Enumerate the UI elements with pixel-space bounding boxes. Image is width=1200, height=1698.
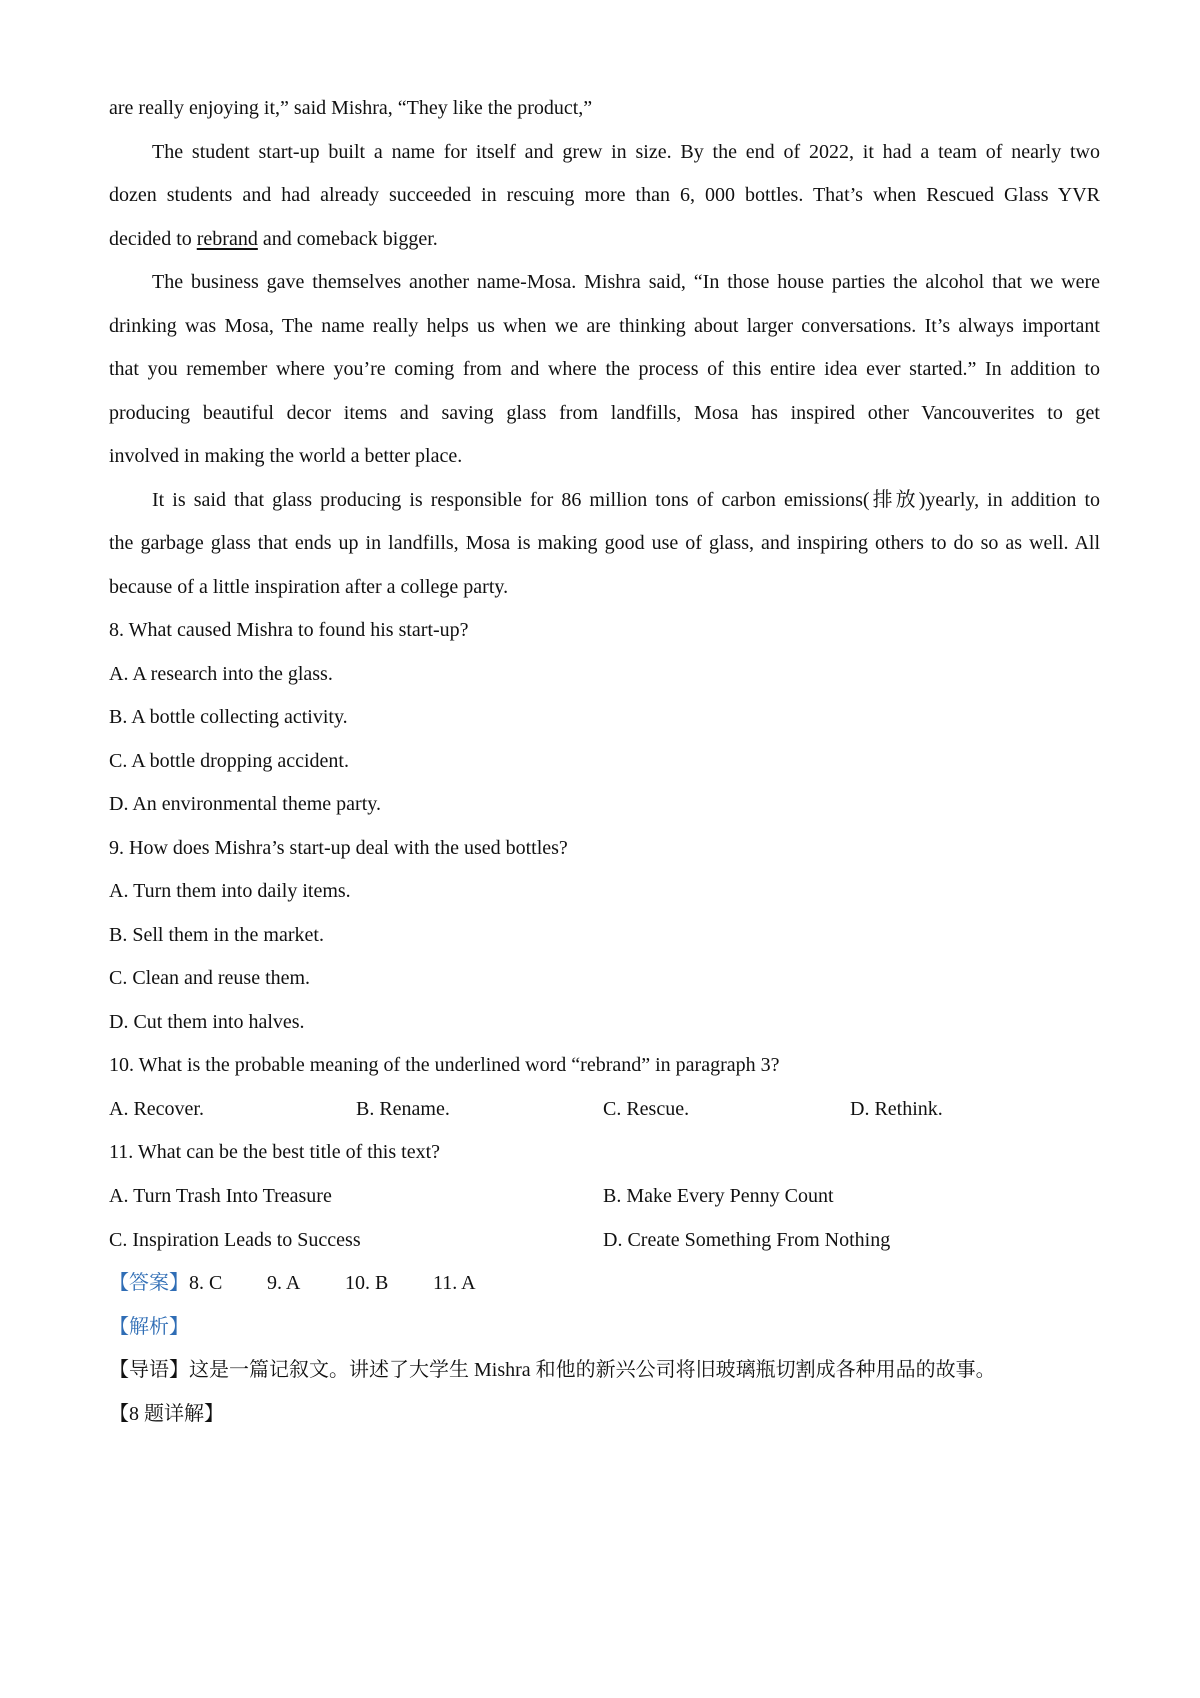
passage-line: The business gave themselves another name-Mosa. Mishra said, “In those house parties the alcohol that we were <box>152 271 1100 293</box>
text-run: decided to <box>109 228 197 250</box>
analysis-intro: 【导语】这是一篇记叙文。讲述了大学生 Mishra 和他的新兴公司将旧玻璃瓶切割成各种用品的故事。 <box>109 1359 996 1381</box>
passage-line: are really enjoying it,” said Mishra, “They like the product,” <box>109 97 593 119</box>
answer-item: 10. B <box>345 1272 389 1294</box>
option-a: A. Recover. <box>109 1098 204 1120</box>
answer-line <box>109 1271 476 1295</box>
option-c: C. Rescue. <box>603 1098 690 1120</box>
option-a: A. Turn them into daily items. <box>109 880 351 902</box>
answer-item: 11. A <box>433 1272 476 1294</box>
option-b: B. Rename. <box>356 1098 450 1120</box>
analysis-label: 【解析】 <box>109 1316 189 1338</box>
passage-line: because of a little inspiration after a college party. <box>109 576 509 598</box>
option-b: B. Make Every Penny Count <box>603 1185 834 1207</box>
passage-line: producing beautiful decor items and saving glass from landfills, Mosa has inspired other Vancouverites to get <box>109 402 1100 424</box>
option-a: A. A research into the glass. <box>109 663 333 685</box>
option-d: D. Create Something From Nothing <box>603 1229 891 1251</box>
option-d: D. Rethink. <box>850 1098 943 1120</box>
question-stem: 11. What can be the best title of this text? <box>109 1141 441 1163</box>
option-d: D. An environmental theme party. <box>109 793 381 815</box>
text-run: and comeback bigger. <box>257 228 438 250</box>
detail-heading: 【8 题详解】 <box>109 1403 224 1425</box>
passage-line: involved in making the world a better place. <box>109 445 463 467</box>
answer-item: 8. C <box>189 1272 223 1294</box>
option-c: C. Clean and reuse them. <box>109 967 311 989</box>
question-stem: 10. What is the probable meaning of the underlined word “rebrand” in paragraph 3? <box>109 1054 780 1076</box>
answer-label: 【答案】 <box>109 1272 189 1294</box>
passage-line: It is said that glass producing is responsible for 86 million tons of carbon emissions(排放)yearly, in addition to <box>152 489 1100 511</box>
passage-line <box>109 227 438 251</box>
underlined-word-rebrand: rebrand <box>196 228 258 250</box>
passage-line: The student start-up built a name for itself and grew in size. By the end of 2022, it had a team of nearly two <box>152 141 1100 163</box>
question-stem: 9. How does Mishra’s start-up deal with the used bottles? <box>109 837 568 859</box>
option-c: C. A bottle dropping accident. <box>109 750 349 772</box>
option-a: A. Turn Trash Into Treasure <box>109 1185 332 1207</box>
option-c: C. Inspiration Leads to Success <box>109 1229 361 1251</box>
passage-line: that you remember where you’re coming from and where the process of this entire idea ever started.” In addition to <box>109 358 1100 380</box>
passage-line: dozen students and had already succeeded in rescuing more than 6, 000 bottles. That’s when Rescued Glass YVR <box>109 184 1100 206</box>
passage-line: the garbage glass that ends up in landfills, Mosa is making good use of glass, and inspiring others to do so as well. All <box>109 532 1100 554</box>
option-d: D. Cut them into halves. <box>109 1011 305 1033</box>
option-b: B. A bottle collecting activity. <box>109 706 348 728</box>
option-b: B. Sell them in the market. <box>109 924 324 946</box>
answer-item: 9. A <box>267 1272 301 1294</box>
passage-line: drinking was Mosa, The name really helps us when we are thinking about larger conversations. It’s always important <box>109 315 1100 337</box>
question-stem: 8. What caused Mishra to found his start-up? <box>109 619 469 641</box>
